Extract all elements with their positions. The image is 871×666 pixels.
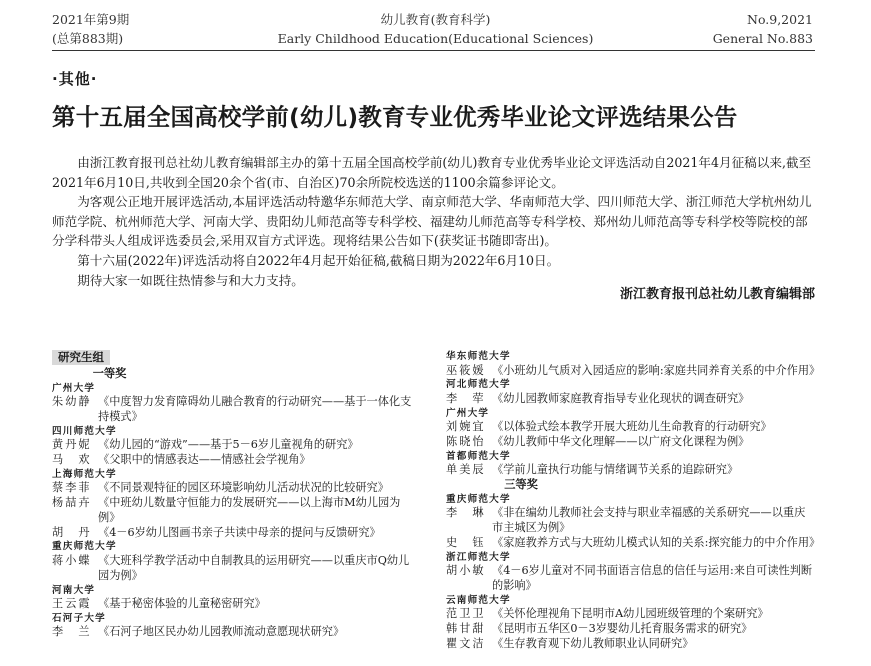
school-name: 重庆师范大学 [446,493,511,505]
school-name: 石河子大学 [52,612,106,624]
paragraph: 为客观公正地开展评选活动,本届评选活动特邀华东师范大学、南京师范大学、华南师范大学、四川师范大学、浙江师范大学杭州幼儿师范学院、杭州师范大学、河南大学、贵阳幼儿师范高等专科学校、福建幼儿师范高等专科学校、郑州幼儿师范高等专科学校等院校的部分学科带头人组成评选委员会,采用双盲方式评选。现将结果公告如下(获奖证书随即寄出)。 [52,194,812,249]
paper-title: 《以体验式绘本教学开展大班幼儿生命教育的行动研究》 [492,420,772,434]
award-entry [52,395,417,425]
award-entry [52,481,417,496]
award-entry [446,463,816,478]
award-entry [52,625,417,640]
paper-title: 《不同景观特征的园区环境影响幼儿活动状况的比较研究》 [98,481,389,495]
paper-title: 《家庭教养方式与大班幼儿模式认知的关系:探究能力的中介作用》 [492,535,821,549]
award-entry [446,392,816,407]
right-blocks-bottom [446,493,821,652]
author-name: 李 荦 [446,391,486,405]
prize-heading: 三等奖 [504,477,538,491]
paper-title: 《4－6岁儿童对不同书面语言信息的信任与运用:来自可读性判断的影响》 [492,564,813,592]
award-entry [52,453,417,468]
section-tag: ·其他· [52,70,98,88]
prize-heading: 一等奖 [92,366,127,380]
paper-title: 《幼儿园教师家庭教育指导专业化现状的调查研究》 [492,391,750,405]
article-body [52,153,815,290]
author-name: 胡小敏 [446,564,486,578]
header-no: No.9,2021 [747,12,813,27]
left-blocks [52,382,417,641]
paper-title: 《小班幼儿气质对入园适应的影响:家庭共同养育关系的中介作用》 [492,363,821,377]
header-issue-number: 2021年第9期 [52,12,130,27]
paper-title: 《中班幼儿数量守恒能力的发展研究——以上海市M幼儿园为例》 [98,496,401,524]
school-name: 河北师范大学 [446,379,511,391]
author-name: 韩甘甜 [446,622,486,636]
author-name: 范卫卫 [446,607,486,621]
author-name: 巫筱媛 [446,363,486,377]
author-name: 李 兰 [52,625,92,639]
paper-title: 《4－6岁幼儿图画书亲子共读中母亲的提问与反馈研究》 [98,525,381,539]
author-name: 李 琳 [446,506,486,520]
right-blocks-top [446,350,821,478]
paper-title: 《关怀伦理视角下昆明市A幼儿园班级管理的个案研究》 [492,607,769,621]
paper-title: 《大班科学教学活动中自制教具的运用研究——以重庆市Q幼儿园为例》 [98,553,410,582]
award-entry [52,554,417,584]
author-name: 黄丹妮 [52,438,92,452]
author-name: 胡 丹 [52,525,92,539]
paragraph: 期待大家一如既往热情参与和大力支持。 [77,272,304,288]
author-name: 刘婉宜 [446,420,486,434]
award-entry [52,438,417,453]
paragraph: 第十六届(2022年)评选活动将自2022年4月起开始征稿,截稿日期为2022年6月10日。 [77,252,560,268]
paper-title: 《幼儿教师中华文化理解——以广府文化课程为例》 [492,434,750,448]
header-total-number: (总第883期) [52,31,124,46]
header-general-no: General No.883 [712,31,813,46]
school-name: 重庆师范大学 [52,541,117,553]
paper-title: 《幼儿园的“游戏”——基于5－6岁儿童视角的研究》 [98,438,359,452]
paper-title: 《非在编幼儿教师社会支持与职业幸福感的关系研究——以重庆市主城区为例》 [492,506,806,535]
award-entry [52,526,417,541]
author-name: 蔡李菲 [52,481,92,495]
award-entry [446,435,816,450]
author-name: 史 钰 [446,535,486,549]
school-name: 云南师范大学 [446,594,511,606]
author-name: 杨喆卉 [52,496,92,510]
school-name: 四川师范大学 [52,425,117,437]
paper-title: 《石河子地区民办幼儿园教师流动意愿现状研究》 [98,625,345,639]
article-title: 第十五届全国高校学前(幼儿)教育专业优秀毕业论文评选结果公告 [52,103,738,131]
header-journal-english: Early Childhood Education(Educational Sciences) [277,31,594,46]
award-entry [446,535,821,551]
results-right-column [446,350,821,652]
author-name: 马 欢 [52,452,92,466]
results-left-column [52,350,417,640]
paper-title: 《学前儿童执行功能与情绪调节关系的追踪研究》 [492,463,739,477]
award-entry [446,622,816,637]
paper-title: 《基于秘密体验的儿童秘密研究》 [98,597,266,611]
school-name: 华东师范大学 [446,351,511,362]
school-name: 浙江师范大学 [446,551,511,563]
award-entry [52,496,417,526]
header-journal-name: 幼儿教育(教育科学) [380,12,491,27]
group-label: 研究生组 [52,350,110,365]
school-name: 河南大学 [52,584,96,596]
header-number [713,10,813,48]
school-name: 广州大学 [446,407,490,419]
award-entry [446,607,816,622]
award-entry [446,637,816,652]
paragraph: 由浙江教育报刊总社幼儿教育编辑部主办的第十五届全国高校学前(幼儿)教育专业优秀毕业论文评选活动自2021年4月征稿以来,截至2021年6月10日,共收到全国20余个省(市、自治区)70余所院校选送的1100余篇参评论文。 [52,155,812,190]
school-name: 广州大学 [52,382,96,394]
author-name: 瞿文洁 [446,636,486,650]
paper-title: 《中度智力发育障碍幼儿融合教育的行动研究——基于一体化支持模式》 [98,395,412,423]
author-name: 蒋小蝶 [52,553,92,567]
award-entry [52,597,417,612]
school-name: 首都师范大学 [446,450,511,462]
paper-title: 《生存教育观下幼儿教师职业认同研究》 [492,636,694,650]
award-entry [446,564,816,594]
author-name: 陈晓怡 [446,434,486,448]
header-rule [52,50,815,51]
author-name: 王云霞 [52,597,92,611]
author-name: 朱幼静 [52,395,92,409]
paper-title: 《昆明市五华区0－3岁婴幼儿托育服务需求的研究》 [492,622,753,636]
paper-title: 《父职中的情感表达——情感社会学视角》 [98,452,311,466]
author-name: 单美辰 [446,463,486,477]
award-entry [446,506,816,536]
award-entry [446,363,821,379]
signature: 浙江教育报刊总社幼儿教育编辑部 [619,287,815,302]
award-entry [446,420,816,435]
school-name: 上海师范大学 [52,468,117,480]
